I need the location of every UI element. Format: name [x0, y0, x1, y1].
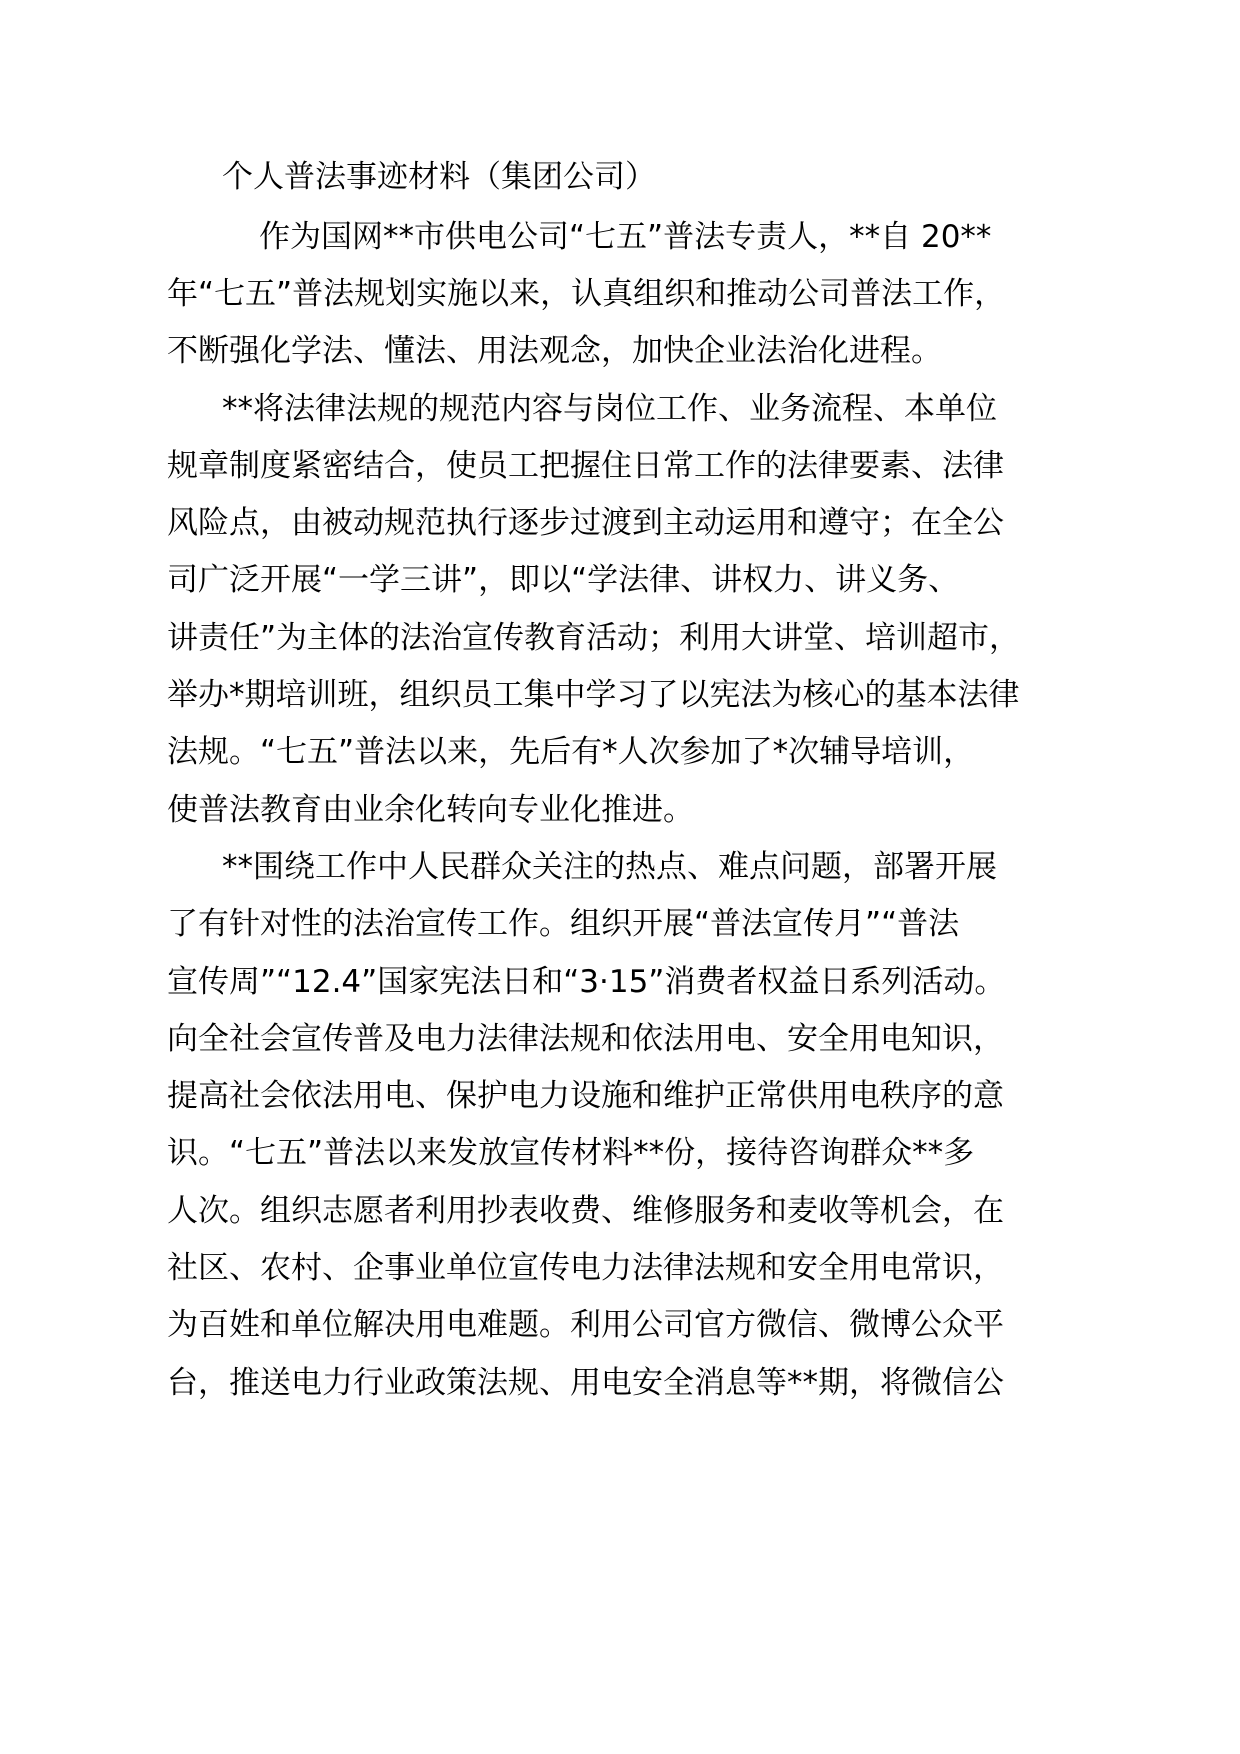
paragraph-2-line: 举办*期培训班，组织员工集中学习了以宪法为核心的基本法律	[167, 677, 1020, 713]
paragraph-3-line: 人次。组织志愿者利用抄表收费、维修服务和麦收等机会，在	[167, 1193, 1004, 1229]
paragraph-1-line: 年“七五”普法规划实施以来，认真组织和推动公司普法工作，	[167, 276, 1006, 312]
paragraph-2-line: 规章制度紧密结合，使员工把握住日常工作的法律要素、法律	[167, 448, 1004, 484]
paragraph-2-line: 使普法教育由业余化转向专业化推进。	[167, 792, 694, 828]
paragraph-2-line: 法规。“七五”普法以来，先后有*人次参加了*次辅导培训，	[167, 734, 975, 770]
paragraph-3-line: 向全社会宣传普及电力法律法规和依法用电、安全用电知识，	[167, 1021, 1004, 1057]
paragraph-3-line: 为百姓和单位解决用电难题。利用公司官方微信、微博公众平	[167, 1307, 1004, 1343]
paragraph-3-line: 社区、农村、企事业单位宣传电力法律法规和安全用电常识，	[167, 1250, 1004, 1286]
paragraph-3-line: 宣传周”“12.4”国家宪法日和“3·15”消费者权益日系列活动。	[167, 964, 1006, 1000]
paragraph-3-line: 了有针对性的法治宣传工作。组织开展“普法宣传月”“普法	[167, 906, 960, 942]
paragraph-2-line: 司广泛开展“一学三讲”，即以“学法律、讲权力、讲义务、	[167, 562, 960, 598]
paragraph-2-line: 讲责任”为主体的法治宣传教育活动；利用大讲堂、培训超市，	[167, 620, 1021, 656]
paragraph-1-line: 作为国网**市供电公司“七五”普法专责人，**自 20**	[259, 219, 992, 255]
paragraph-3-line: 提高社会依法用电、保护电力设施和维护正常供用电秩序的意	[167, 1078, 1004, 1114]
document-title: 个人普法事迹材料（集团公司）	[222, 159, 656, 195]
paragraph-2-line: 风险点，由被动规范执行逐步过渡到主动运用和遵守；在全公	[167, 505, 1004, 541]
paragraph-3-line: 识。“七五”普法以来发放宣传材料**份，接待咨询群众**多	[167, 1135, 975, 1171]
paragraph-1-line: 不断强化学法、懂法、用法观念，加快企业法治化进程。	[167, 333, 942, 369]
paragraph-2-line: **将法律法规的规范内容与岗位工作、业务流程、本单位	[222, 391, 997, 427]
paragraph-3-line: 台，推送电力行业政策法规、用电安全消息等**期，将微信公	[167, 1365, 1004, 1401]
paragraph-3-line: **围绕工作中人民群众关注的热点、难点问题，部署开展	[222, 849, 997, 885]
